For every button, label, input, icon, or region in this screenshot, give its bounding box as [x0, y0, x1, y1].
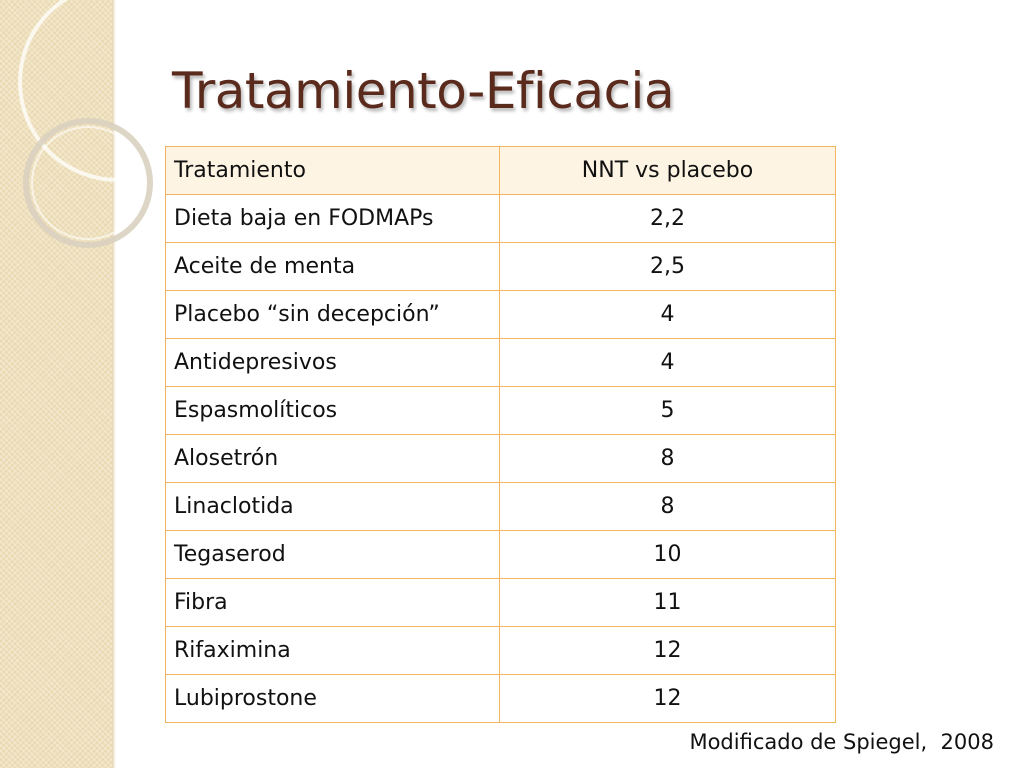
nnt-cell: 10: [500, 531, 836, 579]
treatment-cell: Espasmolíticos: [166, 387, 500, 435]
table-row: [166, 579, 836, 627]
table-header-row: [166, 147, 836, 195]
decorative-circle-small: [32, 127, 144, 239]
nnt-cell: 8: [500, 435, 836, 483]
nnt-cell: 5: [500, 387, 836, 435]
treatment-cell: Lubiprostone: [166, 675, 500, 723]
treatment-cell: Rifaximina: [166, 627, 500, 675]
table-row: [166, 627, 836, 675]
nnt-table: [165, 146, 836, 723]
nnt-cell: 11: [500, 579, 836, 627]
table-row: [166, 675, 836, 723]
table-row: [166, 339, 836, 387]
slide-title: Tratamiento-Eficacia: [172, 62, 675, 120]
nnt-cell: 12: [500, 627, 836, 675]
table-row: [166, 387, 836, 435]
treatment-cell: Placebo “sin decepción”: [166, 291, 500, 339]
header-cell-treatment: Tratamiento: [166, 147, 500, 195]
source-citation: Modificado de Spiegel, 2008: [689, 730, 994, 754]
treatment-cell: Fibra: [166, 579, 500, 627]
table-row: [166, 243, 836, 291]
nnt-cell: 12: [500, 675, 836, 723]
treatment-cell: Tegaserod: [166, 531, 500, 579]
treatment-cell: Aceite de menta: [166, 243, 500, 291]
treatment-cell: Antidepresivos: [166, 339, 500, 387]
header-cell-nnt: NNT vs placebo: [500, 147, 836, 195]
table-row: [166, 483, 836, 531]
treatment-cell: Alosetrón: [166, 435, 500, 483]
table-row: [166, 531, 836, 579]
treatment-cell: Linaclotida: [166, 483, 500, 531]
nnt-cell: 2,5: [500, 243, 836, 291]
treatment-cell: Dieta baja en FODMAPs: [166, 195, 500, 243]
nnt-cell: 4: [500, 291, 836, 339]
table-row: [166, 435, 836, 483]
table-row: [166, 291, 836, 339]
table-row: [166, 195, 836, 243]
nnt-cell: 4: [500, 339, 836, 387]
nnt-cell: 8: [500, 483, 836, 531]
decorative-circle-medium: [26, 121, 150, 245]
nnt-cell: 2,2: [500, 195, 836, 243]
